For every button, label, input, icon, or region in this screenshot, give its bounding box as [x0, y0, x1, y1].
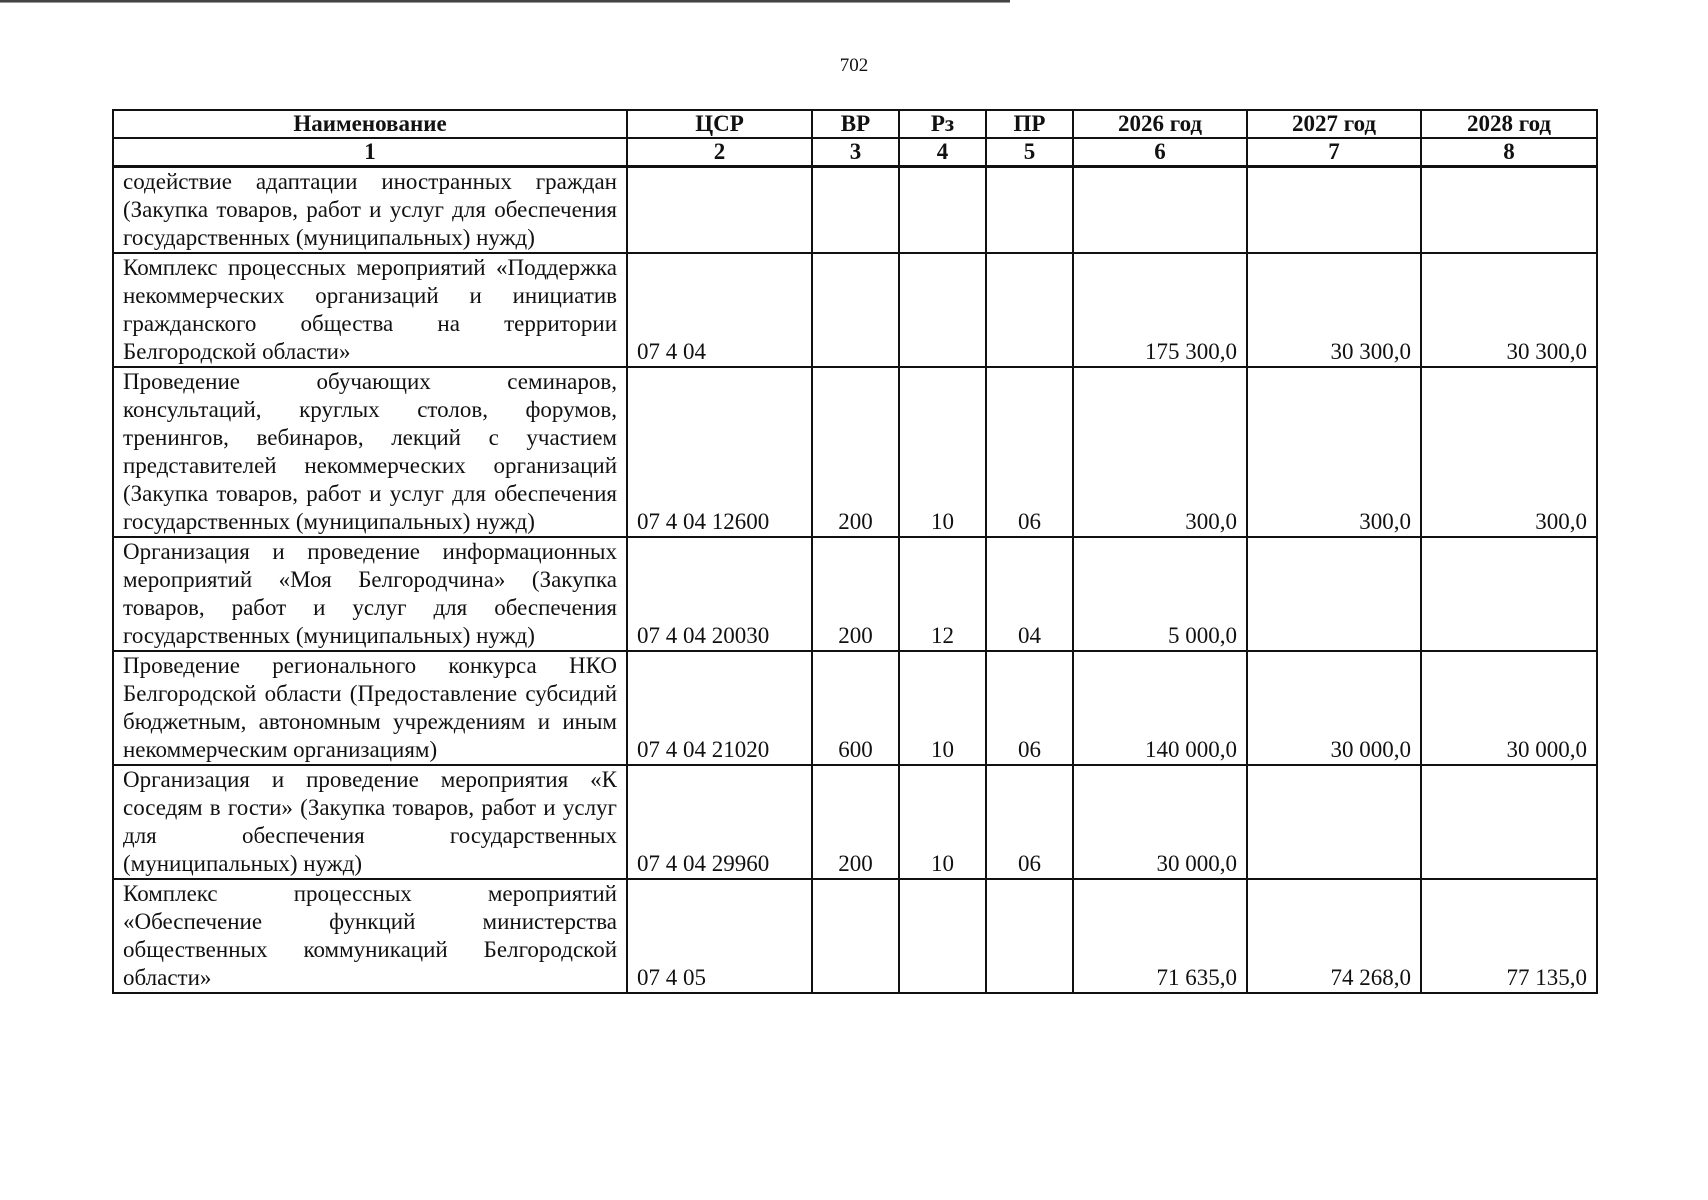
row-name: Комплекс процессных мероприятий «Поддержка некоммерческих организаций и инициатив гражданского общества на территории Белгородской области»: [113, 253, 627, 367]
row-csr: 07 4 04 29960: [627, 765, 812, 879]
row-csr: 07 4 04 21020: [627, 651, 812, 765]
row-2028: 77 135,0: [1421, 879, 1597, 993]
row-name: содействие адаптации иностранных граждан (Закупка товаров, работ и услуг для обеспечения государственных (муниципальных) нужд): [113, 167, 627, 254]
row-2027: 30 300,0: [1247, 253, 1421, 367]
row-2028: 300,0: [1421, 367, 1597, 537]
header-2027: 2027 год: [1247, 110, 1421, 138]
row-pr: [986, 253, 1073, 367]
row-pr: 04: [986, 537, 1073, 651]
header-csr: ЦСР: [627, 110, 812, 138]
row-vr: 200: [812, 537, 899, 651]
header-name: Наименование: [113, 110, 627, 138]
budget-table: [112, 109, 1598, 994]
row-2028: [1421, 167, 1597, 254]
row-csr: [627, 167, 812, 254]
table-row: [113, 879, 1597, 993]
row-vr: 600: [812, 651, 899, 765]
row-pr: 06: [986, 651, 1073, 765]
row-2027: 30 000,0: [1247, 651, 1421, 765]
row-vr: [812, 253, 899, 367]
column-number: 4: [899, 138, 986, 167]
row-2026: 5 000,0: [1073, 537, 1247, 651]
row-2026: 175 300,0: [1073, 253, 1247, 367]
row-2026: [1073, 167, 1247, 254]
row-vr: [812, 879, 899, 993]
row-2026: 140 000,0: [1073, 651, 1247, 765]
row-2028: [1421, 765, 1597, 879]
row-rz: 12: [899, 537, 986, 651]
row-rz: [899, 167, 986, 254]
row-2026: 71 635,0: [1073, 879, 1247, 993]
row-vr: 200: [812, 765, 899, 879]
header-2028: 2028 год: [1421, 110, 1597, 138]
column-number-row: [113, 138, 1597, 167]
page-number: 702: [839, 55, 869, 76]
row-2027: [1247, 765, 1421, 879]
row-2028: [1421, 537, 1597, 651]
row-name: Организация и проведение мероприятия «К соседям в гости» (Закупка товаров, работ и услуг для обеспечения государственных (муниципальных) нужд): [113, 765, 627, 879]
table-row: [113, 537, 1597, 651]
table-row: [113, 253, 1597, 367]
table-row: [113, 765, 1597, 879]
table-row: [113, 167, 1597, 254]
row-vr: 200: [812, 367, 899, 537]
row-vr: [812, 167, 899, 254]
row-csr: 07 4 04 20030: [627, 537, 812, 651]
header-pr: ПР: [986, 110, 1073, 138]
header-2026: 2026 год: [1073, 110, 1247, 138]
row-2028: 30 300,0: [1421, 253, 1597, 367]
row-2027: [1247, 167, 1421, 254]
row-rz: [899, 253, 986, 367]
row-rz: 10: [899, 651, 986, 765]
table-row: [113, 651, 1597, 765]
column-number: 1: [113, 138, 627, 167]
column-number: 6: [1073, 138, 1247, 167]
row-2027: 300,0: [1247, 367, 1421, 537]
row-2028: 30 000,0: [1421, 651, 1597, 765]
row-csr: 07 4 05: [627, 879, 812, 993]
column-number: 5: [986, 138, 1073, 167]
row-2026: 300,0: [1073, 367, 1247, 537]
table-row: [113, 367, 1597, 537]
header-rz: Рз: [899, 110, 986, 138]
row-name: Проведение обучающих семинаров, консультаций, круглых столов, форумов, тренингов, вебинаров, лекций с участием представителей некоммерческих организаций (Закупка товаров, работ и услуг для обеспечения государственных (муниципальных) нужд): [113, 367, 627, 537]
row-2027: [1247, 537, 1421, 651]
scan-top-edge: [0, 0, 1010, 3]
row-name: Проведение регионального конкурса НКО Белгородской области (Предоставление субсидий бюджетным, автономным учреждениям и иным некоммерческим организациям): [113, 651, 627, 765]
row-2026: 30 000,0: [1073, 765, 1247, 879]
row-pr: 06: [986, 367, 1073, 537]
column-number: 8: [1421, 138, 1597, 167]
column-number: 2: [627, 138, 812, 167]
row-pr: [986, 167, 1073, 254]
row-csr: 07 4 04 12600: [627, 367, 812, 537]
row-rz: 10: [899, 765, 986, 879]
row-2027: 74 268,0: [1247, 879, 1421, 993]
header-vr: ВР: [812, 110, 899, 138]
column-number: 3: [812, 138, 899, 167]
row-csr: 07 4 04: [627, 253, 812, 367]
row-pr: [986, 879, 1073, 993]
row-rz: [899, 879, 986, 993]
row-name: Комплекс процессных мероприятий «Обеспечение функций министерства общественных коммуникаций Белгородской области»: [113, 879, 627, 993]
row-rz: 10: [899, 367, 986, 537]
header-row: [113, 110, 1597, 138]
row-name: Организация и проведение информационных мероприятий «Моя Белгородчина» (Закупка товаров, работ и услуг для обеспечения государственных (муниципальных) нужд): [113, 537, 627, 651]
column-number: 7: [1247, 138, 1421, 167]
row-pr: 06: [986, 765, 1073, 879]
